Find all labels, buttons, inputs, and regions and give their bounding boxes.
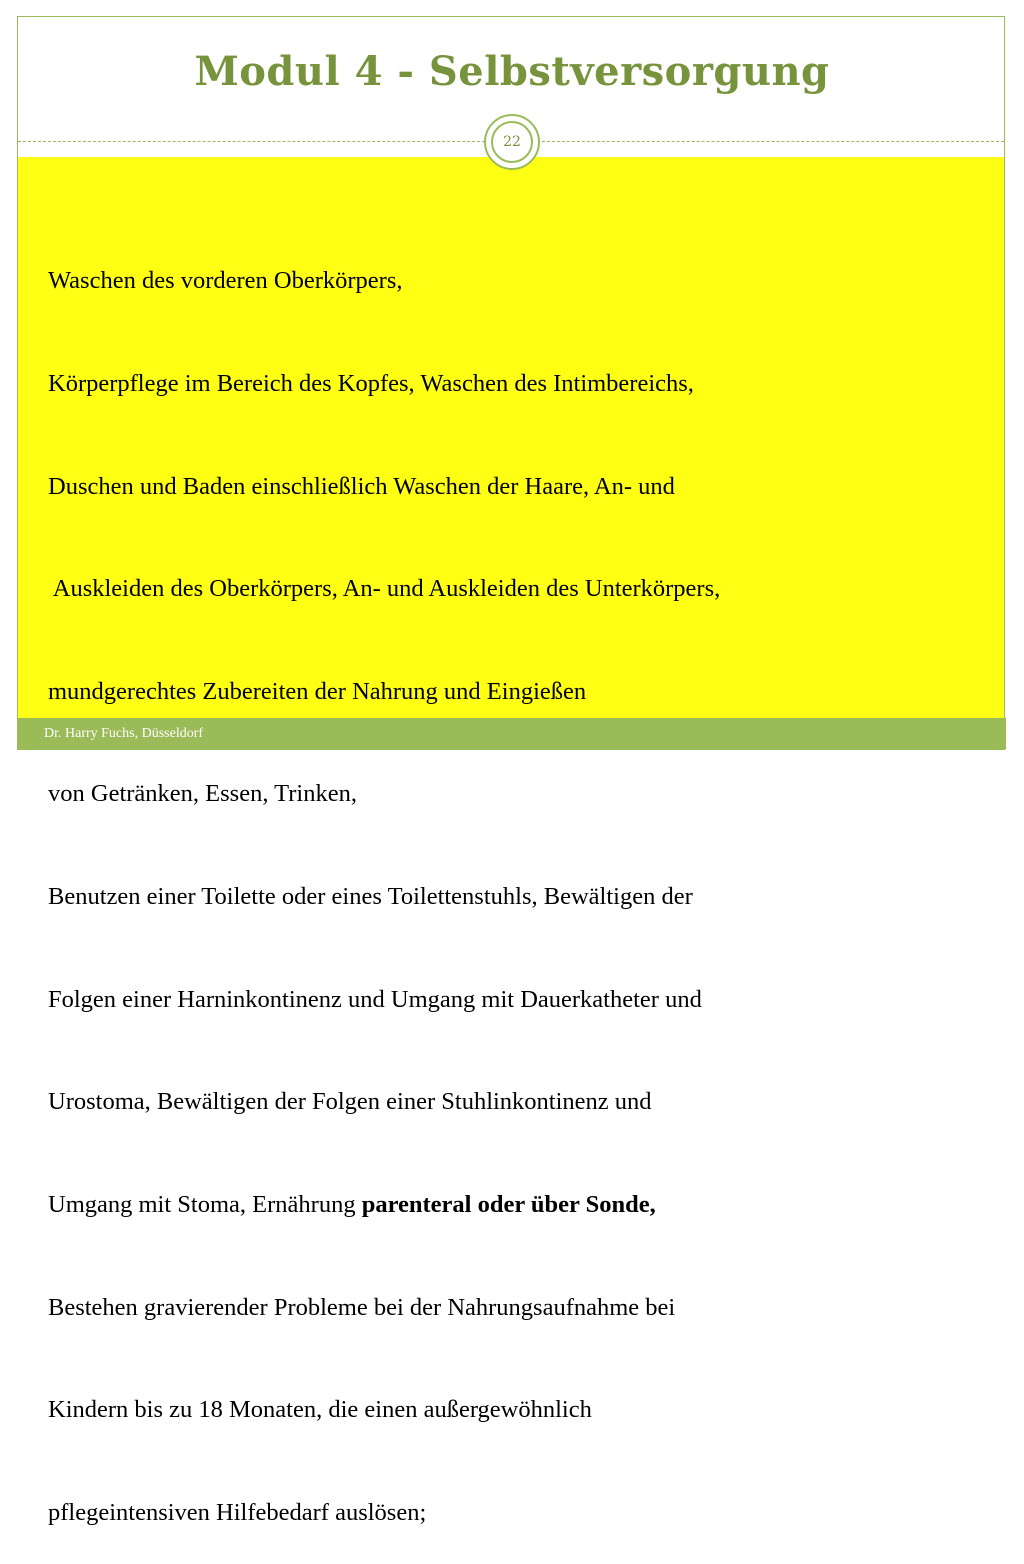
body-line: Kindern bis zu 18 Monaten, die einen außergewöhnlich xyxy=(48,1396,592,1424)
body-text-bold: parenteral oder über Sonde, xyxy=(361,1190,656,1218)
body-line: Urostoma, Bewältigen der Folgen einer Stuhlinkontinenz und xyxy=(48,1088,652,1116)
body-line: Bestehen gravierender Probleme bei der Nahrungsaufnahme bei xyxy=(48,1293,676,1321)
body-line: mundgerechtes Zubereiten der Nahrung und Eingießen xyxy=(48,677,587,705)
body-line: von Getränken, Essen, Trinken, xyxy=(48,780,357,808)
footer-author: Dr. Harry Fuchs, Düsseldorf xyxy=(44,726,204,741)
body-line: Körperpflege im Bereich des Kopfes, Waschen des Intimbereichs, xyxy=(48,370,694,398)
slide-title: Modul 4 - Selbstversorgung xyxy=(194,48,830,95)
body-line: pflegeintensiven Hilfebedarf auslösen; xyxy=(48,1498,427,1526)
body-line: Duschen und Baden einschließlich Waschen der Haare, An- und xyxy=(48,472,675,500)
body-line-mixed xyxy=(48,1188,968,1222)
body-line: Folgen einer Harninkontinenz und Umgang mit Dauerkatheter und xyxy=(48,985,702,1013)
slide-number: 22 xyxy=(491,121,533,163)
body-line: Benutzen einer Toilette oder eines Toilettenstuhls, Bewältigen der xyxy=(48,883,693,911)
body-line: Waschen des vorderen Oberkörpers, xyxy=(48,267,403,295)
slide-body xyxy=(48,196,968,1564)
body-text-normal: Umgang mit Stoma, Ernährung xyxy=(48,1190,362,1218)
body-line: Auskleiden des Oberkörpers, An- und Auskleiden des Unterkörpers, xyxy=(48,575,721,603)
